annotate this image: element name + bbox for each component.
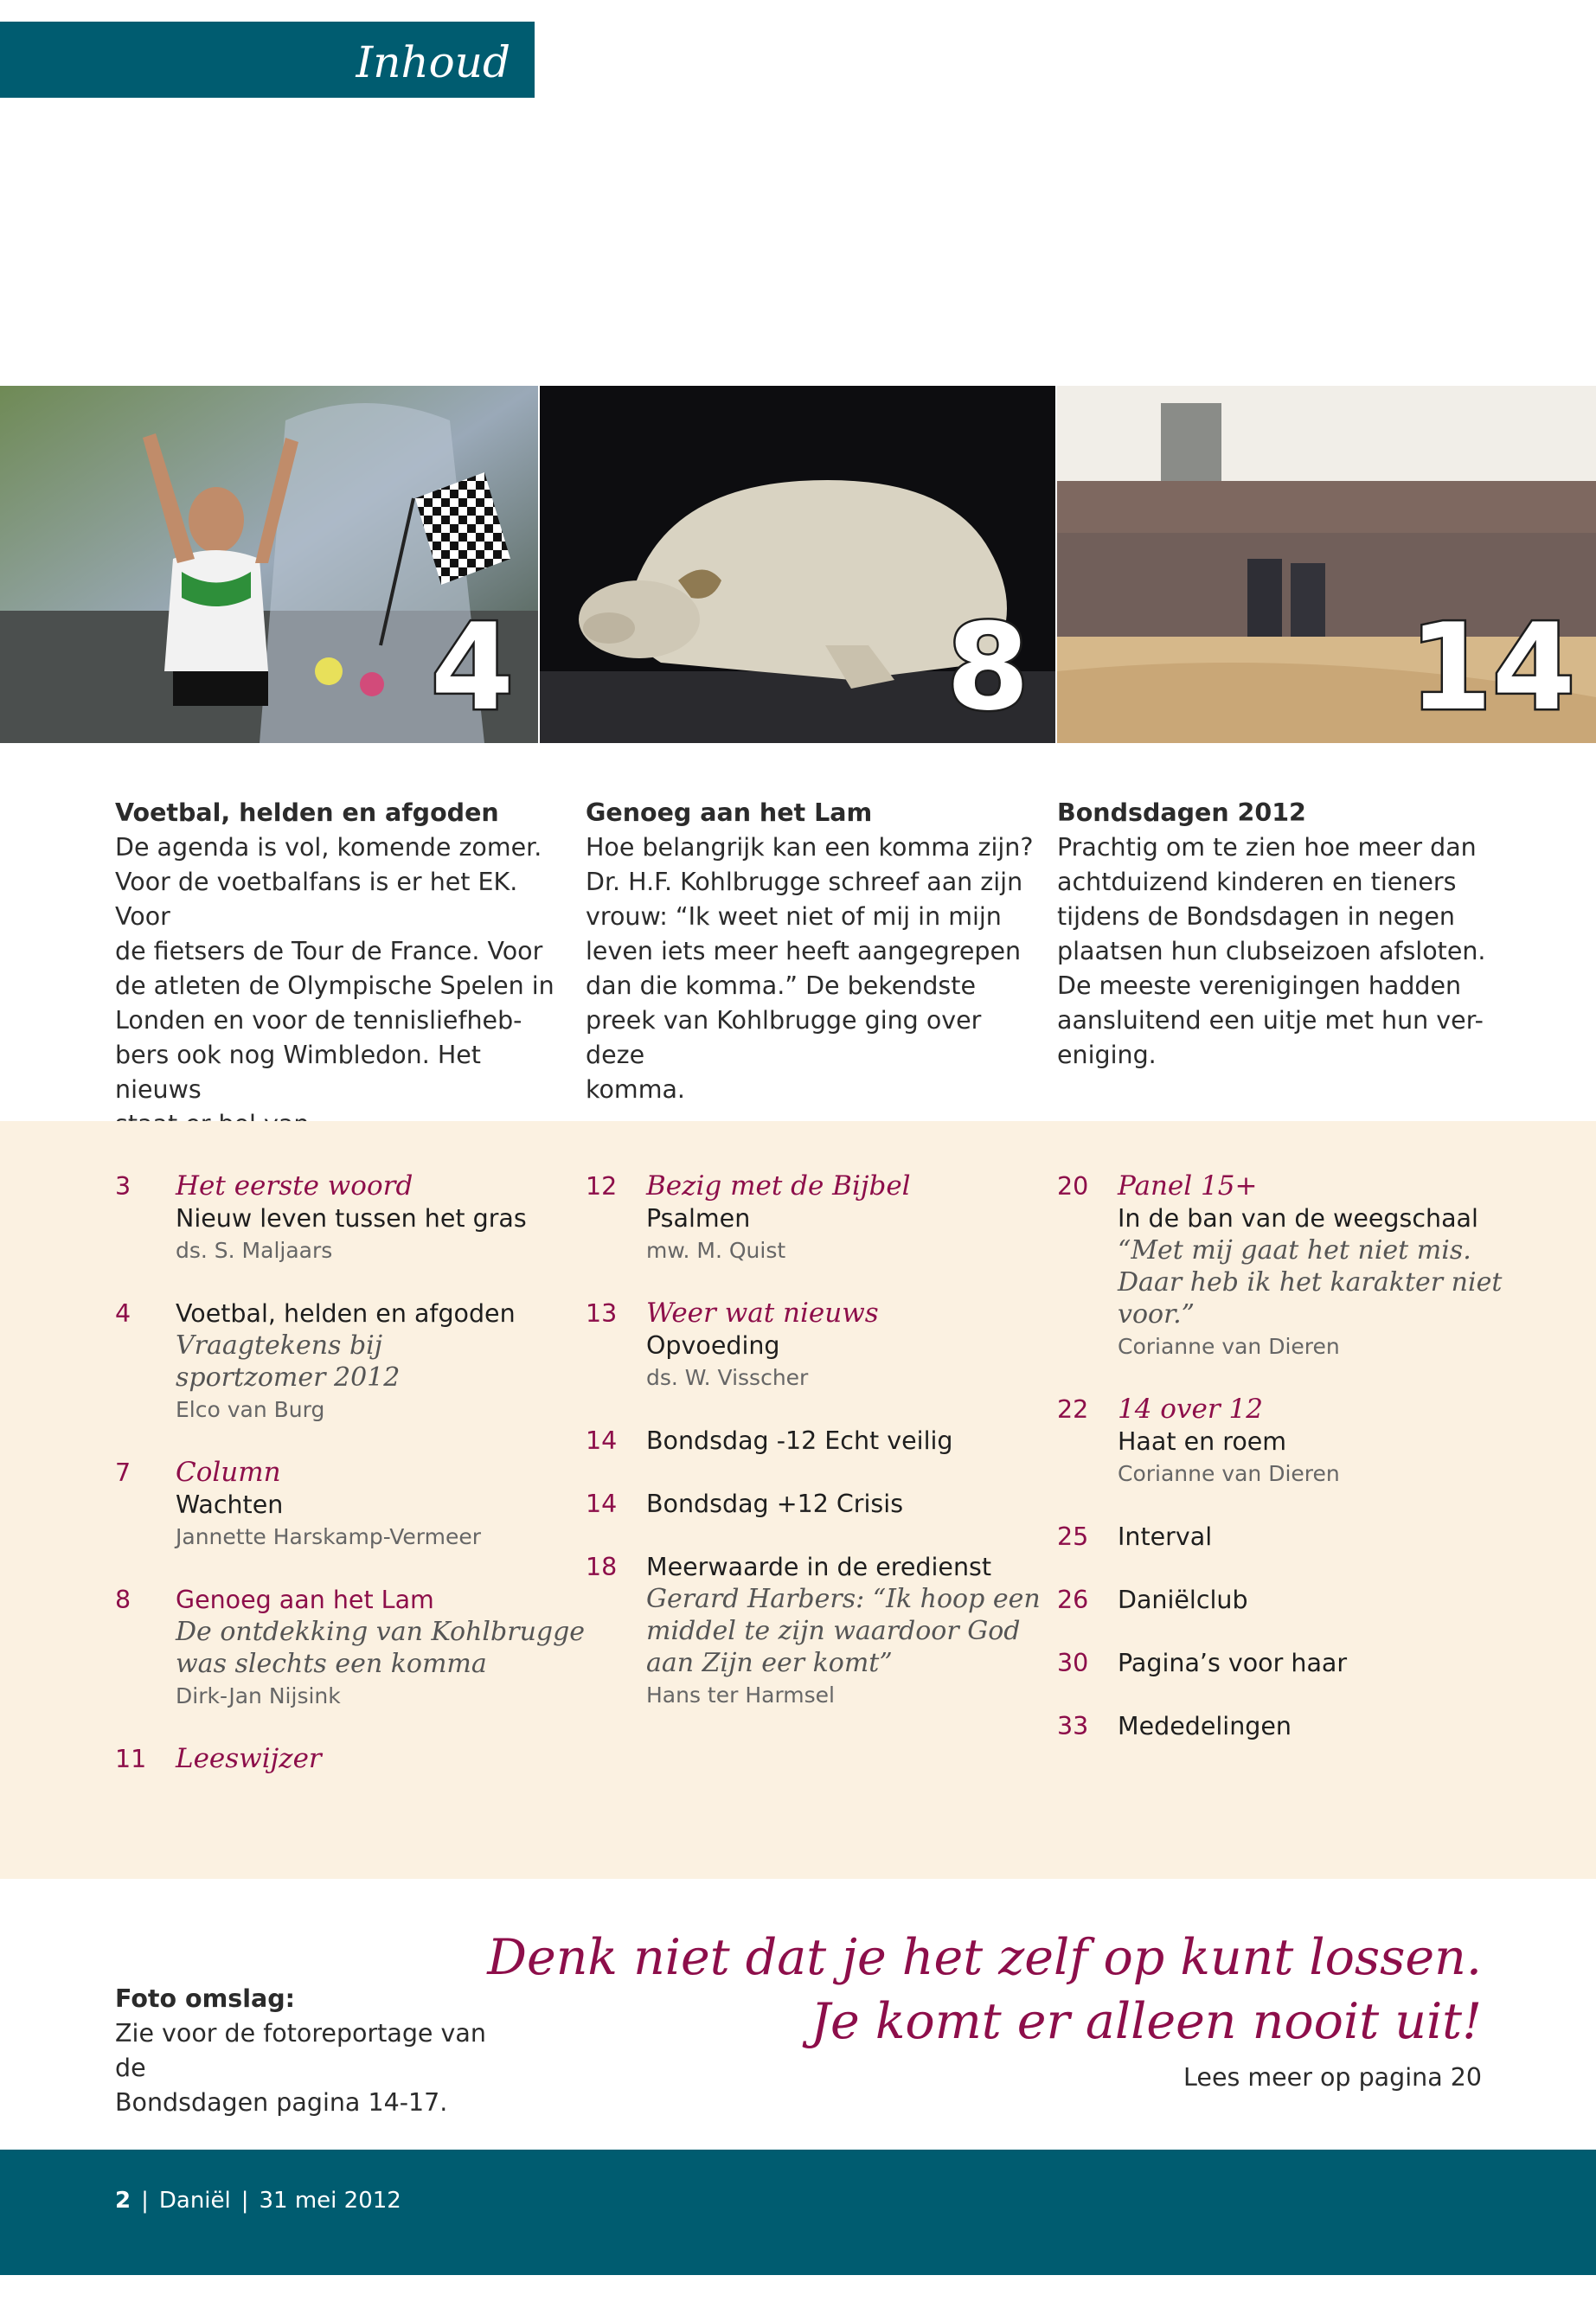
toc-author: mw. M. Quist [646,1238,786,1263]
toc-entry[interactable] [1057,1521,1550,1553]
toc-title: Interval [1118,1522,1213,1551]
toc-title: Bondsdag +12 Crisis [646,1490,904,1518]
toc-title: Psalmen [646,1204,751,1233]
toc-subtitle: middel te zijn waardoor God [646,1616,1021,1646]
photo-cyclist [0,386,538,743]
toc-subtitle: aan Zijn eer komt” [646,1648,893,1678]
toc-column-3 [1057,1170,1550,1773]
teaser-line: Prachtig om te zien hoe meer dan [1057,833,1477,862]
toc-kicker: Panel 15+ [1118,1170,1258,1202]
toc-page-number: 14 [586,1426,618,1455]
toc-page-number: 8 [115,1586,131,1614]
section-header [0,22,535,98]
teaser-lam [586,796,1035,1107]
toc-kicker: 14 over 12 [1118,1394,1263,1425]
toc-entry[interactable] [115,1584,608,1712]
toc-title: Haat en roem [1118,1427,1287,1456]
photo-strip [0,386,1596,743]
toc-entry[interactable] [586,1488,1079,1520]
teaser-title: Voetbal, helden en afgoden [115,798,499,827]
toc-entry[interactable] [115,1457,608,1553]
toc-kicker: Genoeg aan het Lam [176,1586,434,1614]
toc-title: Opvoeding [646,1331,780,1360]
toc-title: Wachten [176,1490,284,1519]
toc-entry[interactable] [1057,1584,1550,1616]
toc-kicker: Weer wat nieuws [646,1298,879,1329]
teaser-line: Voor de voetbalfans is er het EK. Voor [115,868,518,931]
teaser-line: leven iets meer heeft aangegrepen [586,937,1022,965]
toc-entry[interactable] [586,1551,1079,1711]
toc-page-number: 20 [1057,1172,1089,1201]
toc-subtitle: voor.” [1118,1299,1195,1330]
photo-congregation [1057,386,1596,743]
teaser-title: Bondsdagen 2012 [1057,798,1306,827]
teaser-line: achtduizend kinderen en tieners [1057,868,1457,896]
toc-author: Corianne van Dieren [1118,1334,1340,1359]
toc-page-number: 22 [1057,1395,1089,1424]
toc-page-number: 33 [1057,1712,1089,1740]
toc-page-number: 30 [1057,1649,1089,1677]
pull-quote [487,1926,1482,2054]
footer-magazine: Daniël [158,2188,231,2214]
cover-note-line: Zie voor de fotoreportage van de [115,2019,486,2082]
toc-page-number: 12 [586,1172,618,1201]
cover-photo-note [115,1982,522,2120]
footer-text [115,2188,401,2214]
toc-column-2 [586,1170,1079,1742]
page-number-photo: 14 [1408,598,1575,737]
toc-title: In de ban van de weegschaal [1118,1204,1478,1233]
toc-subtitle: Vraagtekens bij [176,1330,383,1361]
teaser-bondsdagen [1057,796,1507,1073]
toc-page-number: 18 [586,1553,618,1581]
page-number-photo: 4 [430,598,514,737]
toc-page-number: 25 [1057,1522,1089,1551]
toc-kicker: Leeswijzer [176,1743,322,1774]
toc-entry[interactable] [1057,1647,1550,1679]
teaser-line: De agenda is vol, komende zomer. [115,833,542,862]
teaser-line: vrouw: “Ik weet niet of mij in mijn [586,902,1002,931]
cover-note-label: Foto omslag: [115,1984,296,2013]
teaser-line: Hoe belangrijk kan een komma zijn? [586,833,1034,862]
toc-kicker: Het eerste woord [176,1170,413,1202]
teaser-line: Dr. H.F. Kohlbrugge schreef aan zijn [586,868,1023,896]
pull-quote-line: Denk niet dat je het zelf op kunt lossen. [487,1929,1482,1986]
toc-page-number: 14 [586,1490,618,1518]
teaser-line: bers ook nog Wimbledon. Het nieuws [115,1041,481,1104]
teaser-line: tijdens de Bondsdagen in negen [1057,902,1455,931]
toc-subtitle: was slechts een komma [176,1649,487,1679]
toc-kicker: Column [176,1457,281,1488]
toc-entry[interactable] [115,1298,608,1426]
teaser-line: preek van Kohlbrugge ging over deze [586,1006,982,1069]
teaser-line: eniging. [1057,1041,1157,1069]
cover-note-line: Bondsdagen pagina 14-17. [115,2088,448,2117]
toc-subtitle: “Met mij gaat het niet mis. [1118,1235,1471,1266]
toc-entry[interactable] [115,1170,608,1266]
toc-page-number: 26 [1057,1586,1089,1614]
toc-page-number: 3 [115,1172,131,1201]
toc-page-number: 4 [115,1299,131,1328]
toc-column-1 [115,1170,608,1806]
toc-title: Nieuw leven tussen het gras [176,1204,527,1233]
toc-entry[interactable] [1057,1170,1550,1362]
toc-entry[interactable] [586,1298,1079,1394]
footer-separator: | [240,2188,249,2214]
teaser-line: dan die komma.” De bekendste [586,971,976,1000]
teaser-line: de atleten de Olympische Spelen in [115,971,554,1000]
teaser-title: Genoeg aan het Lam [586,798,873,827]
pull-quote-reference[interactable]: Lees meer op pagina 20 [1183,2063,1482,2092]
toc-entry[interactable] [1057,1710,1550,1742]
toc-page-number: 13 [586,1299,618,1328]
footer-date: 31 mei 2012 [259,2188,401,2214]
toc-author: Elco van Burg [176,1397,325,1422]
footer-page-number: 2 [115,2188,131,2214]
toc-subtitle: sportzomer 2012 [176,1362,401,1393]
toc-subtitle: De ontdekking van Kohlbrugge [176,1617,586,1647]
toc-title: Pagina’s voor haar [1118,1649,1348,1677]
toc-title: Daniëlclub [1118,1586,1248,1614]
toc-entry[interactable] [586,1170,1079,1266]
teaser-line: de fietsers de Tour de France. Voor [115,937,543,965]
toc-title: Mededelingen [1118,1712,1292,1740]
toc-subtitle: Daar heb ik het karakter niet [1118,1267,1503,1298]
teaser-line: komma. [586,1075,685,1104]
toc-author: ds. W. Visscher [646,1365,809,1390]
toc-kicker: Bezig met de Bijbel [646,1170,911,1202]
section-title: Inhoud [356,37,510,87]
photo-lamb [540,386,1055,743]
teaser-line: aansluitend een uitje met hun ver- [1057,1006,1484,1035]
teaser-line: De meeste verenigingen hadden [1057,971,1462,1000]
toc-author: Corianne van Dieren [1118,1461,1340,1486]
toc-author: Jannette Harskamp-Vermeer [176,1524,482,1549]
toc-page-number: 7 [115,1458,131,1487]
toc-author: Dirk-Jan Nijsink [176,1683,341,1708]
toc-entry[interactable] [115,1743,608,1775]
toc-entry[interactable] [586,1425,1079,1457]
teaser-line: plaatsen hun clubseizoen afsloten. [1057,937,1486,965]
toc-title: Voetbal, helden en afgoden [176,1299,516,1328]
toc-page-number: 11 [115,1745,147,1773]
toc-author: ds. S. Maljaars [176,1238,333,1263]
toc-author: Hans ter Harmsel [646,1682,836,1708]
toc-subtitle: Gerard Harbers: “Ik hoop een [646,1584,1041,1614]
pull-quote-line: Je komt er alleen nooit uit! [811,1993,1482,2050]
toc-entry[interactable] [1057,1394,1550,1490]
toc-title: Bondsdag -12 Echt veilig [646,1426,953,1455]
teaser-voetbal [115,796,565,1142]
teaser-line: Londen en voor de tennisliefheb- [115,1006,522,1035]
footer-separator: | [141,2188,149,2214]
page-number-photo: 8 [945,598,1029,737]
toc-title: Meerwaarde in de eredienst [646,1553,992,1581]
